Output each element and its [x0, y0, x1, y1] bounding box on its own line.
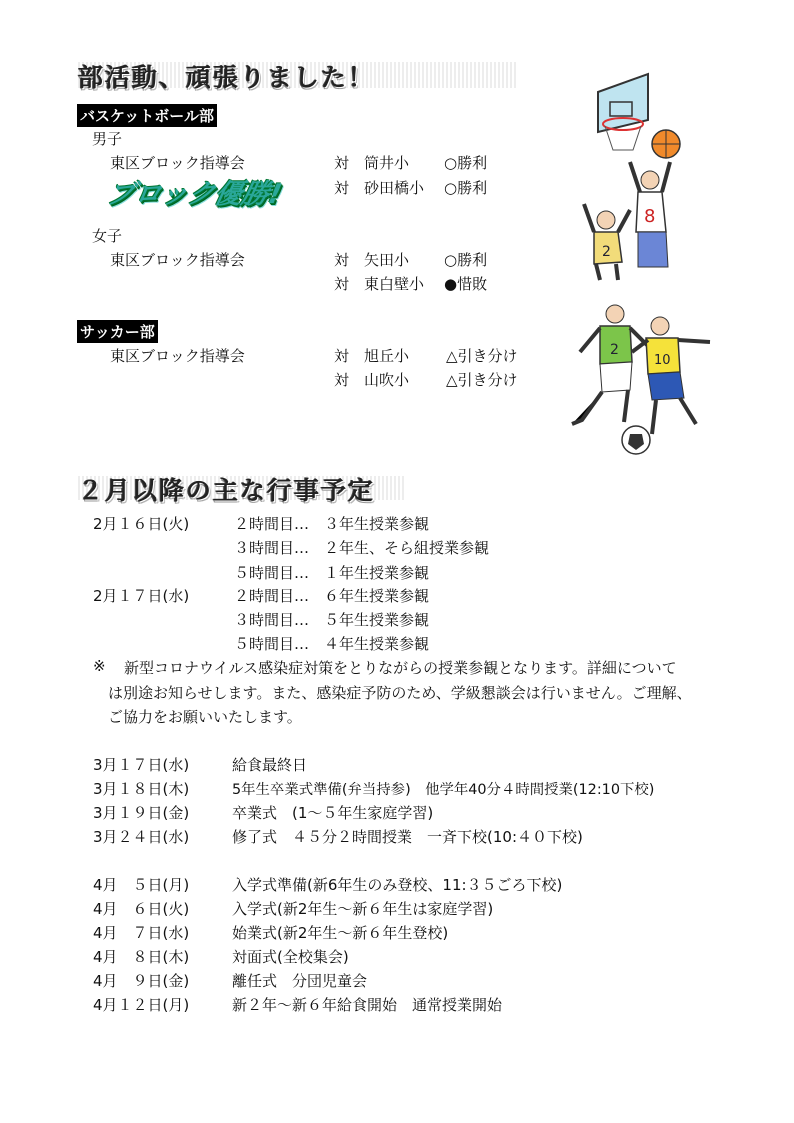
- schedule-date: 4月 ８日(木): [93, 948, 190, 966]
- schedule-detail: ２時間目… ６年生授業参観: [234, 587, 430, 605]
- match-result: ○勝利: [444, 179, 488, 197]
- match-team: 東白壁小: [364, 275, 425, 293]
- match-result: △引き分け: [446, 347, 518, 365]
- schedule-date: 3月１８日(木): [93, 780, 190, 798]
- basketball-players-illustration: [578, 72, 700, 282]
- girls-label: 女子: [92, 227, 123, 245]
- match-row: [334, 273, 488, 294]
- note-line: ご協力をお願いいたします。: [108, 708, 302, 726]
- note-mark: ※: [93, 657, 106, 675]
- section-title-club: 部活動、頑張りました！: [78, 63, 376, 92]
- schedule-detail: 給食最終日: [232, 756, 308, 774]
- match-row: [334, 152, 488, 173]
- schedule-detail: 卒業式 (1～５年生家庭学習): [232, 804, 434, 822]
- basketball-club-badge: バスケットボール部: [77, 104, 217, 127]
- schedule-date: 3月１９日(金): [93, 804, 190, 822]
- schedule-detail: 修了式 ４５分２時間授業 一斉下校(10:４０下校): [232, 828, 583, 846]
- match-result: △引き分け: [446, 371, 518, 389]
- schedule-date: 2月１６日(火): [93, 515, 190, 533]
- schedule-detail: ５時間目… １年生授業参観: [234, 564, 430, 582]
- svg-text:2: 2: [602, 244, 611, 260]
- schedule-detail: ３時間目… ２年生、そら組授業参観: [234, 539, 490, 557]
- schedule-detail: 5年生卒業式準備(弁当持参) 他学年40分４時間授業(12:10下校): [232, 782, 655, 798]
- schedule-detail: 入学式準備(新6年生のみ登校、11:３５ごろ下校): [232, 876, 563, 894]
- match-row: [334, 249, 488, 270]
- match-team: 筒井小: [364, 154, 410, 172]
- match-vs: 対: [334, 179, 350, 197]
- svg-text:10: 10: [654, 353, 671, 368]
- schedule-detail: 始業式(新2年生～新６年生登校): [232, 924, 449, 942]
- match-result: ○勝利: [444, 154, 488, 172]
- note-line: 新型コロナウイルス感染症対策をとりながらの授業参観となります。詳細について: [124, 659, 677, 677]
- schedule-date: 4月 ７日(水): [93, 924, 190, 942]
- girls-event: 東区ブロック指導会: [110, 251, 245, 269]
- boys-label: 男子: [92, 130, 123, 148]
- schedule-date: 2月１７日(水): [93, 587, 190, 605]
- match-result: ○勝利: [444, 251, 488, 269]
- match-team: 矢田小: [364, 251, 410, 269]
- match-row: [334, 369, 518, 390]
- schedule-detail: 対面式(全校集会): [232, 948, 349, 966]
- schedule-date: 3月２４日(水): [93, 828, 190, 846]
- match-vs: 対: [334, 371, 350, 389]
- match-vs: 対: [334, 347, 350, 365]
- section-title-events: ２月以降の主な行事予定: [78, 476, 376, 505]
- match-team: 砂田橋小: [364, 179, 425, 197]
- schedule-detail: ５時間目… ４年生授業参観: [234, 635, 430, 653]
- schedule-date: 4月 ９日(金): [93, 972, 190, 990]
- schedule-detail: ２時間目… ３年生授業参観: [234, 515, 430, 533]
- match-row: [334, 177, 488, 198]
- schedule-detail: 入学式(新2年生～新６年生は家庭学習): [232, 900, 494, 918]
- boys-event: 東区ブロック指導会: [110, 154, 245, 172]
- block-victory-slogan: ブロック優勝!: [104, 179, 285, 210]
- match-vs: 対: [334, 251, 350, 269]
- schedule-date: 4月１２日(月): [93, 996, 190, 1014]
- schedule-detail: 離任式 分団児童会: [232, 972, 368, 990]
- schedule-date: 4月 ５日(月): [93, 876, 190, 894]
- note-line: は別途お知らせします。また、感染症予防のため、学級懇談会は行いません。ご理解、: [108, 684, 692, 702]
- schedule-date: 4月 ６日(火): [93, 900, 190, 918]
- soccer-club-badge: サッカー部: [77, 320, 158, 343]
- match-team: 旭丘小: [364, 347, 410, 365]
- match-row: [334, 345, 518, 366]
- soccer-event: 東区ブロック指導会: [110, 347, 245, 365]
- schedule-detail: ３時間目… ５年生授業参観: [234, 611, 430, 629]
- match-team: 山吹小: [364, 371, 410, 389]
- match-vs: 対: [334, 275, 350, 293]
- svg-text:2: 2: [610, 342, 619, 358]
- soccer-players-illustration: [560, 302, 735, 460]
- schedule-detail: 新２年～新６年給食開始 通常授業開始: [232, 996, 503, 1014]
- svg-text:8: 8: [644, 206, 656, 227]
- match-result: ●惜敗: [444, 275, 488, 293]
- match-vs: 対: [334, 154, 350, 172]
- schedule-date: 3月１７日(水): [93, 756, 190, 774]
